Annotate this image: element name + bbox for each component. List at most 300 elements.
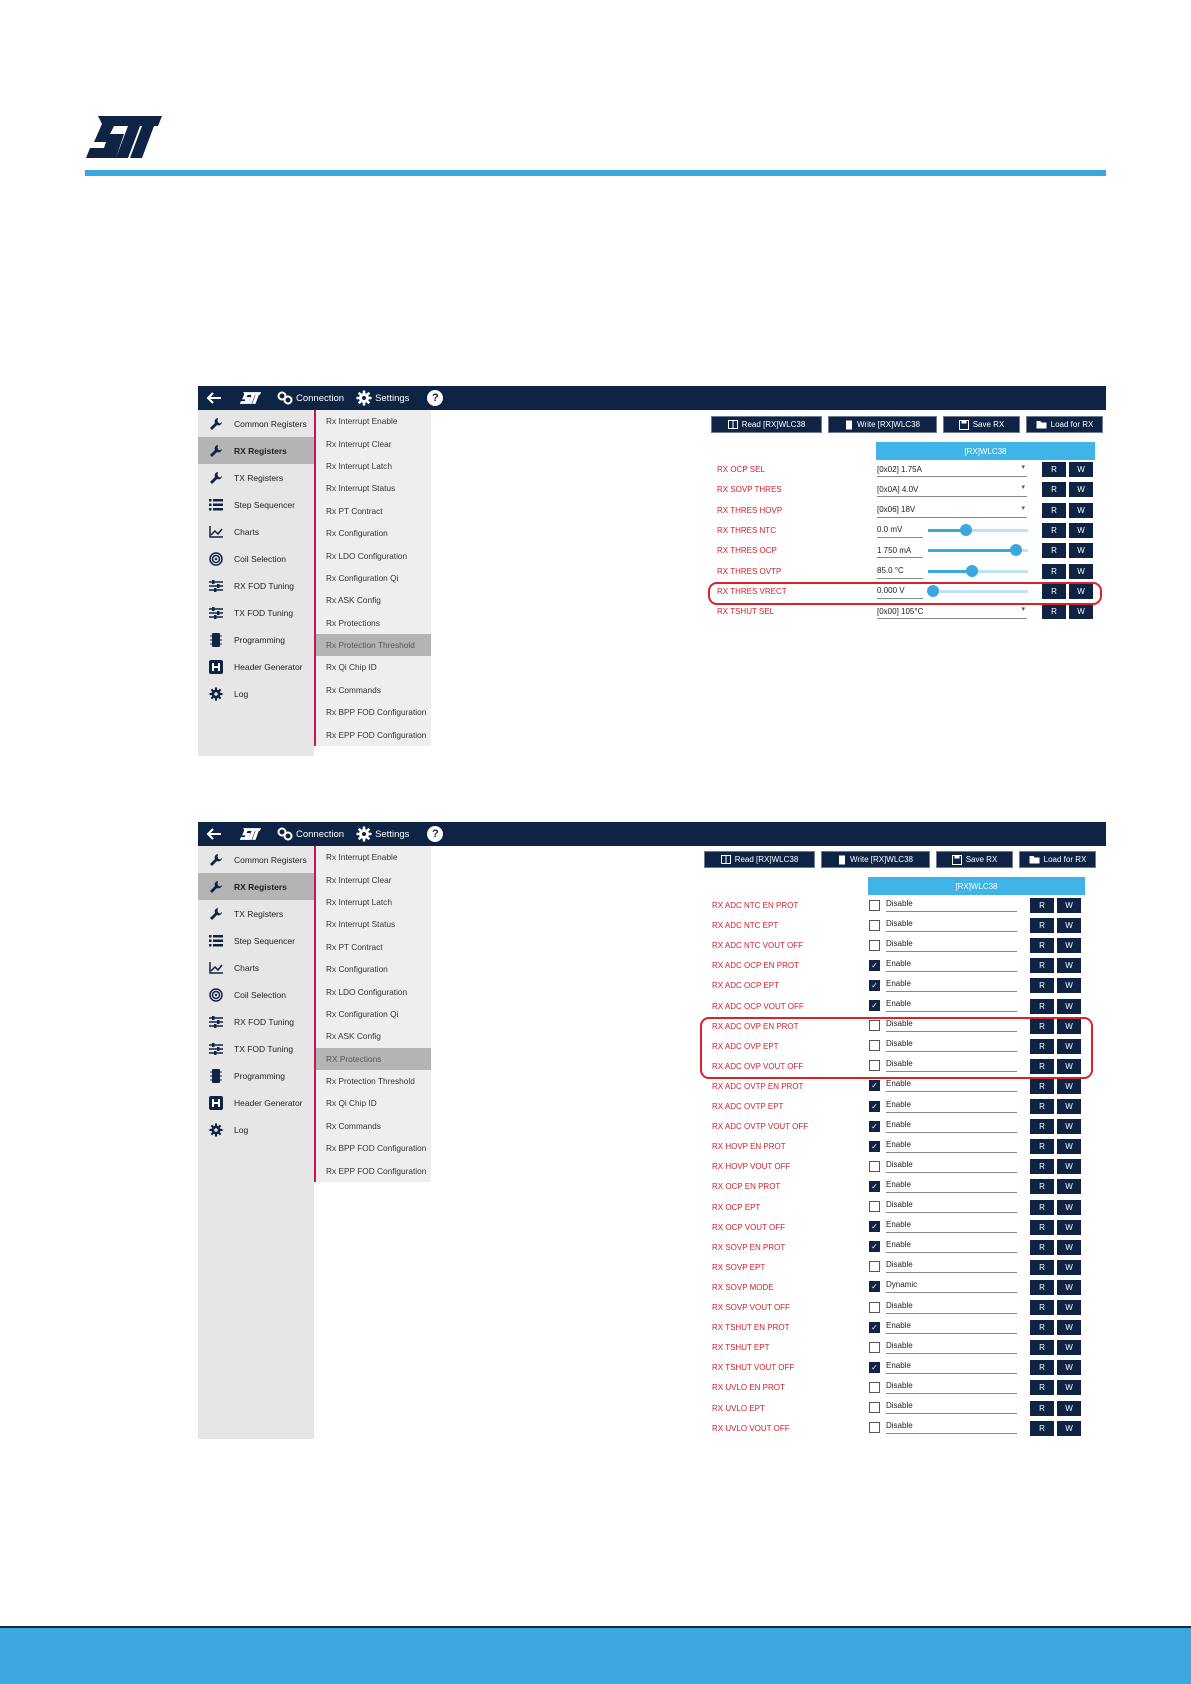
sidebar-item-label: Common Registers [234, 418, 307, 429]
checkbox-unchecked-icon[interactable] [869, 1302, 880, 1313]
sidebar-item-label: Log [234, 688, 249, 699]
register-label: RX ADC NTC EPT [712, 921, 779, 931]
sidebar-item-header-generator[interactable] [198, 1089, 314, 1116]
chip-icon [838, 855, 846, 865]
register-checkbox[interactable] [869, 1179, 1017, 1193]
sidebar-item-label: Programming [234, 634, 286, 645]
slider-fill [928, 549, 1016, 552]
field-value: 85.0 °C [877, 566, 904, 575]
read-write-buttons [1030, 1119, 1084, 1134]
checkbox-value: Dynamic [886, 1280, 1017, 1293]
sliders-icon [208, 578, 224, 594]
register-checkbox[interactable] [869, 898, 1017, 912]
submenu [314, 410, 431, 746]
write-register-button[interactable]: W [1057, 1340, 1081, 1355]
sidebar-item-label: Log [234, 1124, 249, 1135]
back-button[interactable] [201, 386, 227, 410]
read-register-button[interactable]: R [1030, 1099, 1054, 1114]
checkbox-checked-icon[interactable]: ✓ [869, 1141, 880, 1152]
sidebar-item-label: Step Sequencer [234, 499, 295, 510]
register-checkbox[interactable] [869, 1380, 1017, 1394]
sidebar-item-programming[interactable] [198, 1062, 314, 1089]
save-button[interactable] [943, 416, 1020, 433]
register-label: RX THRES OVTP [717, 566, 782, 576]
sidebar-item-rx-fod-tuning[interactable] [198, 572, 314, 599]
checkbox-value: Disable [886, 1301, 1017, 1314]
wrench-icon [208, 470, 224, 486]
checkbox-value: Disable [886, 939, 1017, 952]
h-icon [208, 1095, 224, 1111]
save-button[interactable] [936, 851, 1013, 868]
checkbox-value: Disable [886, 1039, 1017, 1052]
write-register-button[interactable]: W [1057, 978, 1081, 993]
load-button[interactable] [1026, 416, 1103, 433]
checkbox-checked-icon[interactable]: ✓ [869, 1101, 880, 1112]
read-register-button[interactable]: R [1042, 564, 1066, 579]
submenu-item-rx-commands[interactable]: Rx Commands [326, 1120, 381, 1131]
help-icon[interactable]: ? [427, 390, 443, 406]
read-register-button[interactable]: R [1030, 1380, 1054, 1395]
read-register-button[interactable]: R [1030, 1340, 1054, 1355]
submenu-item-rx-protections[interactable]: Rx Protections [326, 617, 380, 628]
sidebar-item-label: TX FOD Tuning [234, 607, 294, 618]
write-register-button[interactable]: W [1057, 918, 1081, 933]
write-register-button[interactable]: W [1069, 564, 1093, 579]
register-checkbox[interactable] [869, 1119, 1017, 1133]
st-nav-logo[interactable] [237, 386, 265, 410]
slider-knob[interactable] [1010, 544, 1022, 556]
connection-menu[interactable] [277, 391, 344, 405]
checkbox-checked-icon[interactable]: ✓ [869, 1181, 880, 1192]
checkbox-value: Disable [886, 1059, 1017, 1072]
checkbox-unchecked-icon[interactable] [869, 1201, 880, 1212]
submenu-item-rx-ask-config[interactable]: Rx ASK Config [326, 1031, 381, 1042]
read-register-button[interactable]: R [1030, 1421, 1054, 1436]
write-register-button[interactable]: W [1069, 604, 1093, 619]
chevron-down-icon: ▾ [1021, 484, 1025, 492]
slider-knob[interactable] [966, 565, 978, 577]
write-register-button[interactable]: W [1057, 1079, 1081, 1094]
checkbox-unchecked-icon[interactable] [869, 900, 880, 911]
write-register-button[interactable]: W [1057, 1059, 1081, 1074]
read-register-button[interactable]: R [1042, 523, 1066, 538]
list-icon [208, 933, 224, 949]
wrench-icon [208, 879, 224, 895]
read-register-button[interactable]: R [1030, 999, 1054, 1014]
sidebar-item-rx-fod-tuning[interactable] [198, 1008, 314, 1035]
read-register-button[interactable]: R [1030, 1019, 1054, 1034]
read-register-button[interactable]: R [1042, 543, 1066, 558]
submenu-item-rx-commands[interactable]: Rx Commands [326, 684, 381, 695]
register-label: RX TSHUT EN PROT [712, 1323, 790, 1333]
register-checkbox[interactable] [869, 918, 1017, 932]
sidebar-item-common-registers[interactable] [198, 410, 314, 437]
submenu-item-rx-qi-chip-id[interactable]: Rx Qi Chip ID [326, 1098, 377, 1109]
checkbox-checked-icon[interactable]: ✓ [869, 960, 880, 971]
read-write-buttons [1030, 1401, 1084, 1416]
register-label: RX ADC OCP VOUT OFF [712, 1001, 804, 1011]
sidebar-item-common-registers[interactable] [198, 846, 314, 873]
list-icon [208, 497, 224, 513]
sidebar-item-label: Programming [234, 1070, 286, 1081]
connection-menu[interactable] [277, 827, 344, 841]
register-checkbox[interactable] [869, 1300, 1017, 1314]
register-label: RX THRES VRECT [717, 586, 787, 596]
write-register-button[interactable]: W [1057, 1380, 1081, 1395]
read-write-buttons [1030, 1200, 1084, 1215]
write-register-button[interactable]: W [1057, 1260, 1081, 1275]
register-label: RX TSHUT SEL [717, 607, 775, 617]
checkbox-checked-icon[interactable]: ✓ [869, 1362, 880, 1373]
field-value: 0.000 V [877, 586, 905, 596]
register-checkbox[interactable] [869, 1200, 1017, 1214]
register-value-field[interactable] [877, 523, 923, 538]
register-label: RX ADC NTC VOUT OFF [712, 941, 803, 951]
checkbox-checked-icon[interactable]: ✓ [869, 1281, 880, 1292]
write-register-button[interactable]: W [1057, 1039, 1081, 1054]
write-register-button[interactable]: W [1057, 1200, 1081, 1215]
read-register-button[interactable]: R [1030, 1260, 1054, 1275]
sidebar-item-label: TX FOD Tuning [234, 1043, 294, 1054]
checkbox-unchecked-icon[interactable] [869, 1382, 880, 1393]
submenu-item-rx-pt-contract[interactable]: Rx PT Contract [326, 505, 383, 516]
submenu-item-rx-configuration-qi[interactable]: Rx Configuration Qi [326, 572, 399, 583]
read-register-button[interactable]: R [1030, 1300, 1054, 1315]
read-register-button[interactable]: R [1030, 1280, 1054, 1295]
register-value-field[interactable] [877, 543, 923, 558]
register-label: RX UVLO EPT [712, 1403, 765, 1413]
read-register-button[interactable]: R [1042, 462, 1066, 477]
register-checkbox[interactable] [869, 1360, 1017, 1374]
register-label: RX OCP VOUT OFF [712, 1222, 786, 1232]
submenu-item-rx-configuration-qi[interactable]: Rx Configuration Qi [326, 1008, 399, 1019]
checkbox-value: Enable [886, 1321, 1017, 1334]
write-register-button[interactable]: W [1057, 938, 1081, 953]
submenu-item-rx-ask-config[interactable]: Rx ASK Config [326, 595, 381, 606]
load-button[interactable] [1019, 851, 1096, 868]
register-slider[interactable] [928, 523, 1028, 537]
register-checkbox[interactable] [869, 978, 1017, 992]
sidebar-item-log[interactable] [198, 1116, 314, 1143]
read-register-button[interactable]: R [1042, 482, 1066, 497]
register-label: RX SOVP EPT [712, 1262, 766, 1272]
write-register-button[interactable]: W [1057, 1119, 1081, 1134]
read-button[interactable] [711, 416, 822, 433]
read-write-buttons [1030, 1079, 1084, 1094]
submenu-item-rx-bpp-fod-configuration[interactable]: Rx BPP FOD Configuration [326, 1143, 427, 1154]
book-icon [728, 420, 738, 429]
read-register-button[interactable]: R [1030, 898, 1054, 913]
read-register-button[interactable]: R [1042, 604, 1066, 619]
floppy-icon [952, 855, 962, 865]
register-checkbox[interactable] [869, 1320, 1017, 1334]
register-checkbox[interactable] [869, 1139, 1017, 1153]
checkbox-checked-icon[interactable]: ✓ [869, 1121, 880, 1132]
checkbox-unchecked-icon[interactable] [869, 1342, 880, 1353]
sidebar [198, 846, 314, 1439]
checkbox-unchecked-icon[interactable] [869, 940, 880, 951]
checkbox-checked-icon[interactable]: ✓ [869, 1000, 880, 1011]
submenu-item-rx-interrupt-enable[interactable]: Rx Interrupt Enable [326, 852, 398, 863]
sidebar-item-label: RX Registers [234, 445, 287, 456]
sidebar-item-tx-registers[interactable] [198, 464, 314, 491]
submenu-item-rx-interrupt-clear[interactable]: Rx Interrupt Clear [326, 874, 392, 885]
register-checkbox[interactable] [869, 938, 1017, 952]
checkbox-value: Enable [886, 979, 1017, 992]
read-write-buttons [1030, 1099, 1084, 1114]
sidebar-item-step-sequencer[interactable] [198, 927, 314, 954]
register-label: RX HOVP VOUT OFF [712, 1162, 791, 1172]
register-select[interactable] [877, 462, 1027, 477]
submenu-item-rx-configuration[interactable]: Rx Configuration [326, 528, 388, 539]
register-checkbox[interactable] [869, 1079, 1017, 1093]
read-register-button[interactable]: R [1030, 978, 1054, 993]
write-register-button[interactable]: W [1057, 999, 1081, 1014]
register-checkbox[interactable] [869, 1159, 1017, 1173]
read-register-button[interactable]: R [1030, 1360, 1054, 1375]
submenu-item-rx-protection-threshold[interactable]: Rx Protection Threshold [326, 1076, 415, 1087]
read-register-button[interactable]: R [1030, 1059, 1054, 1074]
register-label: RX OCP EN PROT [712, 1182, 781, 1192]
checkbox-value: Disable [886, 1401, 1017, 1414]
back-button[interactable] [201, 822, 227, 846]
register-slider[interactable] [928, 564, 1028, 578]
sidebar-item-rx-registers[interactable] [198, 437, 314, 464]
register-label: RX HOVP EN PROT [712, 1142, 786, 1152]
read-register-button[interactable]: R [1030, 1139, 1054, 1154]
write-register-button[interactable]: W [1057, 1159, 1081, 1174]
register-label: RX THRES HOVP [717, 505, 783, 515]
help-icon[interactable]: ? [427, 826, 443, 842]
checkbox-value: Enable [886, 1180, 1017, 1193]
read-write-buttons [1030, 958, 1084, 973]
sidebar-item-log[interactable] [198, 680, 314, 707]
submenu-item-rx-epp-fod-configuration[interactable]: Rx EPP FOD Configuration [326, 1165, 427, 1176]
sidebar-item-tx-fod-tuning[interactable] [198, 599, 314, 626]
submenu-item-rx-protections[interactable]: RX Protections [316, 1048, 431, 1070]
slider-knob[interactable] [960, 524, 972, 536]
sidebar [198, 410, 314, 756]
register-label: RX SOVP MODE [712, 1282, 774, 1292]
checkbox-value: Enable [886, 1240, 1017, 1253]
sidebar-item-step-sequencer[interactable] [198, 491, 314, 518]
register-checkbox[interactable] [869, 958, 1017, 972]
sidebar-item-coil-selection[interactable] [198, 545, 314, 572]
write-register-button[interactable]: W [1057, 1019, 1081, 1034]
submenu-item-rx-interrupt-enable[interactable]: Rx Interrupt Enable [326, 416, 398, 427]
register-checkbox[interactable] [869, 1260, 1017, 1274]
gear-icon [208, 1122, 224, 1138]
write-register-button[interactable]: W [1057, 1220, 1081, 1235]
sidebar-item-charts[interactable] [198, 518, 314, 545]
submenu-item-rx-protection-threshold[interactable]: Rx Protection Threshold [316, 634, 431, 656]
write-register-button[interactable]: W [1057, 1179, 1081, 1194]
write-register-button[interactable]: W [1057, 1300, 1081, 1315]
write-register-button[interactable]: W [1069, 543, 1093, 558]
write-register-button[interactable]: W [1069, 584, 1093, 599]
st-nav-logo[interactable] [237, 822, 265, 846]
chart-icon [208, 524, 224, 540]
write-register-button[interactable]: W [1069, 503, 1093, 518]
submenu-item-rx-interrupt-latch[interactable]: Rx Interrupt Latch [326, 460, 392, 471]
checkbox-unchecked-icon[interactable] [869, 920, 880, 931]
checkbox-value: Enable [886, 959, 1017, 972]
submenu-item-rx-ldo-configuration[interactable]: Rx LDO Configuration [326, 986, 408, 997]
checkbox-value: Disable [886, 919, 1017, 932]
write-button[interactable] [821, 851, 930, 868]
register-value-field[interactable] [877, 564, 923, 579]
read-register-button[interactable]: R [1030, 1320, 1054, 1335]
register-label: RX ADC OVTP EN PROT [712, 1081, 804, 1091]
read-register-button[interactable]: R [1030, 1039, 1054, 1054]
checkbox-checked-icon[interactable]: ✓ [869, 980, 880, 991]
select-value: [0x00] 105°C [877, 606, 924, 616]
st-logo [84, 112, 168, 162]
write-register-button[interactable]: W [1057, 1421, 1081, 1436]
sidebar-item-tx-fod-tuning[interactable] [198, 1035, 314, 1062]
read-register-button[interactable]: R [1030, 1200, 1054, 1215]
write-register-button[interactable]: W [1057, 1401, 1081, 1416]
read-register-button[interactable]: R [1030, 1220, 1054, 1235]
write-register-button[interactable]: W [1057, 1139, 1081, 1154]
register-checkbox[interactable] [869, 1421, 1017, 1435]
register-checkbox[interactable] [869, 1240, 1017, 1254]
chart-icon [208, 960, 224, 976]
wrench-icon [208, 416, 224, 432]
register-checkbox[interactable] [869, 1099, 1017, 1113]
read-write-buttons [1030, 898, 1084, 913]
register-label: RX UVLO VOUT OFF [712, 1423, 790, 1433]
submenu-item-rx-interrupt-status[interactable]: Rx Interrupt Status [326, 919, 396, 930]
read-register-button[interactable]: R [1030, 1079, 1054, 1094]
checkbox-unchecked-icon[interactable] [869, 1422, 880, 1433]
sidebar-item-label: Charts [234, 962, 260, 973]
sidebar-item-charts[interactable] [198, 954, 314, 981]
register-checkbox[interactable] [869, 1220, 1017, 1234]
submenu-item-rx-configuration[interactable]: Rx Configuration [326, 964, 388, 975]
register-checkbox[interactable] [869, 999, 1017, 1013]
register-label: RX TSHUT EPT [712, 1343, 770, 1353]
checkbox-checked-icon[interactable]: ✓ [869, 1080, 880, 1091]
checkbox-unchecked-icon[interactable] [869, 1261, 880, 1272]
checkbox-value: Enable [886, 999, 1017, 1012]
submenu-item-rx-qi-chip-id[interactable]: Rx Qi Chip ID [326, 662, 377, 673]
checkbox-checked-icon[interactable]: ✓ [869, 1322, 880, 1333]
register-checkbox[interactable] [869, 1401, 1017, 1415]
write-register-button[interactable]: W [1057, 958, 1081, 973]
checkbox-unchecked-icon[interactable] [869, 1402, 880, 1413]
read-button[interactable] [704, 851, 815, 868]
sidebar-item-programming[interactable] [198, 626, 314, 653]
submenu-item-rx-interrupt-latch[interactable]: Rx Interrupt Latch [326, 896, 392, 907]
submenu-item-rx-bpp-fod-configuration[interactable]: Rx BPP FOD Configuration [326, 707, 427, 718]
write-register-button[interactable]: W [1069, 523, 1093, 538]
read-write-buttons [1030, 978, 1084, 993]
read-write-buttons [1030, 1240, 1084, 1255]
write-register-button[interactable]: W [1057, 1280, 1081, 1295]
read-write-buttons [1042, 462, 1096, 477]
settings-menu[interactable] [356, 826, 409, 842]
read-write-buttons [1030, 1260, 1084, 1275]
register-select[interactable] [877, 503, 1027, 518]
sliders-icon [208, 1041, 224, 1057]
toolbar [711, 416, 1109, 433]
register-checkbox[interactable] [869, 1340, 1017, 1354]
sidebar-item-tx-registers[interactable] [198, 900, 314, 927]
checkbox-value: Enable [886, 1120, 1017, 1133]
write-label: Write [RX]WLC38 [850, 855, 913, 864]
read-write-buttons [1030, 1320, 1084, 1335]
sidebar-item-label: TX Registers [234, 472, 284, 483]
write-register-button[interactable]: W [1057, 898, 1081, 913]
register-select[interactable] [877, 604, 1027, 619]
write-register-button[interactable]: W [1069, 462, 1093, 477]
connection-label: Connection [296, 392, 345, 404]
select-value: [0x06] 18V [877, 505, 916, 515]
read-register-button[interactable]: R [1030, 1401, 1054, 1416]
settings-menu[interactable] [356, 390, 409, 406]
sidebar-item-label: RX FOD Tuning [234, 580, 294, 591]
checkbox-unchecked-icon[interactable] [869, 1161, 880, 1172]
read-write-buttons [1042, 503, 1096, 518]
submenu-item-rx-interrupt-status[interactable]: Rx Interrupt Status [326, 483, 396, 494]
register-label: RX ADC OVTP VOUT OFF [712, 1122, 809, 1132]
write-register-button[interactable]: W [1057, 1320, 1081, 1335]
register-select[interactable] [877, 482, 1027, 497]
link-icon [277, 391, 293, 405]
checkbox-checked-icon[interactable]: ✓ [869, 1221, 880, 1232]
read-register-button[interactable]: R [1030, 918, 1054, 933]
read-register-button[interactable]: R [1030, 938, 1054, 953]
sidebar-item-header-generator[interactable] [198, 653, 314, 680]
read-write-buttons [1030, 1280, 1084, 1295]
read-register-button[interactable]: R [1030, 958, 1054, 973]
submenu-item-rx-epp-fod-configuration[interactable]: Rx EPP FOD Configuration [326, 729, 427, 740]
save-label: Save RX [972, 420, 1005, 429]
submenu-item-rx-ldo-configuration[interactable]: Rx LDO Configuration [326, 550, 408, 561]
write-register-button[interactable]: W [1069, 482, 1093, 497]
submenu-item-rx-pt-contract[interactable]: Rx PT Contract [326, 941, 383, 952]
sidebar-item-coil-selection[interactable] [198, 981, 314, 1008]
read-write-buttons [1030, 1300, 1084, 1315]
write-register-button[interactable]: W [1057, 1360, 1081, 1375]
register-checkbox[interactable] [869, 1280, 1017, 1294]
read-register-button[interactable]: R [1042, 503, 1066, 518]
read-register-button[interactable]: R [1030, 1159, 1054, 1174]
register-label: RX ADC OCP EN PROT [712, 961, 799, 971]
chevron-down-icon: ▾ [1021, 504, 1025, 512]
sidebar-item-rx-registers[interactable] [198, 873, 314, 900]
read-write-buttons [1030, 938, 1084, 953]
checkbox-checked-icon[interactable]: ✓ [869, 1241, 880, 1252]
sidebar-item-label: Coil Selection [234, 989, 286, 1000]
register-label: RX OCP SEL [717, 465, 765, 474]
read-register-button[interactable]: R [1030, 1179, 1054, 1194]
read-register-button[interactable]: R [1042, 584, 1066, 599]
write-register-button[interactable]: W [1057, 1240, 1081, 1255]
device-header: [RX]WLC38 [868, 877, 1085, 895]
register-slider[interactable] [928, 543, 1028, 557]
read-write-buttons [1030, 1380, 1084, 1395]
write-register-button[interactable]: W [1057, 1099, 1081, 1114]
submenu-item-rx-interrupt-clear[interactable]: Rx Interrupt Clear [326, 438, 392, 449]
checkbox-value: Disable [886, 899, 1017, 912]
read-register-button[interactable]: R [1030, 1240, 1054, 1255]
register-label: RX ADC OVP VOUT OFF [712, 1061, 804, 1071]
gear-icon [356, 826, 372, 842]
write-button[interactable] [828, 416, 937, 433]
read-register-button[interactable]: R [1030, 1119, 1054, 1134]
